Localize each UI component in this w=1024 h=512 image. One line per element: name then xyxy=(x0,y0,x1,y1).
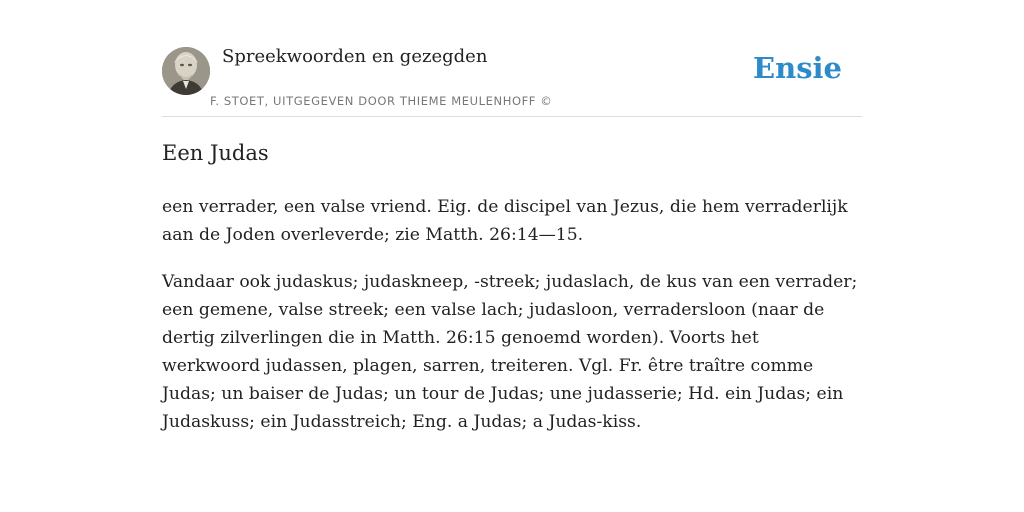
portrait-icon xyxy=(162,47,210,95)
entry-title: Een Judas xyxy=(162,141,269,165)
source-header xyxy=(162,44,862,117)
ensie-logo[interactable]: Ensie xyxy=(753,51,842,85)
source-credit: F. STOET, UITGEGEVEN DOOR THIEME MEULENHOFF © xyxy=(210,94,553,108)
entry-paragraph: een verrader, een valse vriend. Eig. de discipel van Jezus, die hem verraderlijk aan de Joden overleverde; zie Matth. 26:14—15. xyxy=(162,197,848,245)
author-avatar xyxy=(162,47,210,95)
source-title[interactable]: Spreekwoorden en gezegden xyxy=(222,46,488,67)
entry-body xyxy=(162,193,862,455)
entry-paragraph: Vandaar ook judaskus; judaskneep, -streek; judaslach, de kus van een verrader; een gemene, valse streek; een valse lach; judasloon, verradersloon (naar de dertig zilverlingen die in Matth. 26:15 genoemd worden). Voorts het werkwoord judassen, plagen, sarren, treiteren. Vgl. Fr. être traître comme Judas; un baiser de Judas; un tour de Judas; une judasserie; Hd. ein Judas; ein Judaskuss; ein Judasstreich; Eng. a Judas; a Judas-kiss. xyxy=(162,272,858,432)
